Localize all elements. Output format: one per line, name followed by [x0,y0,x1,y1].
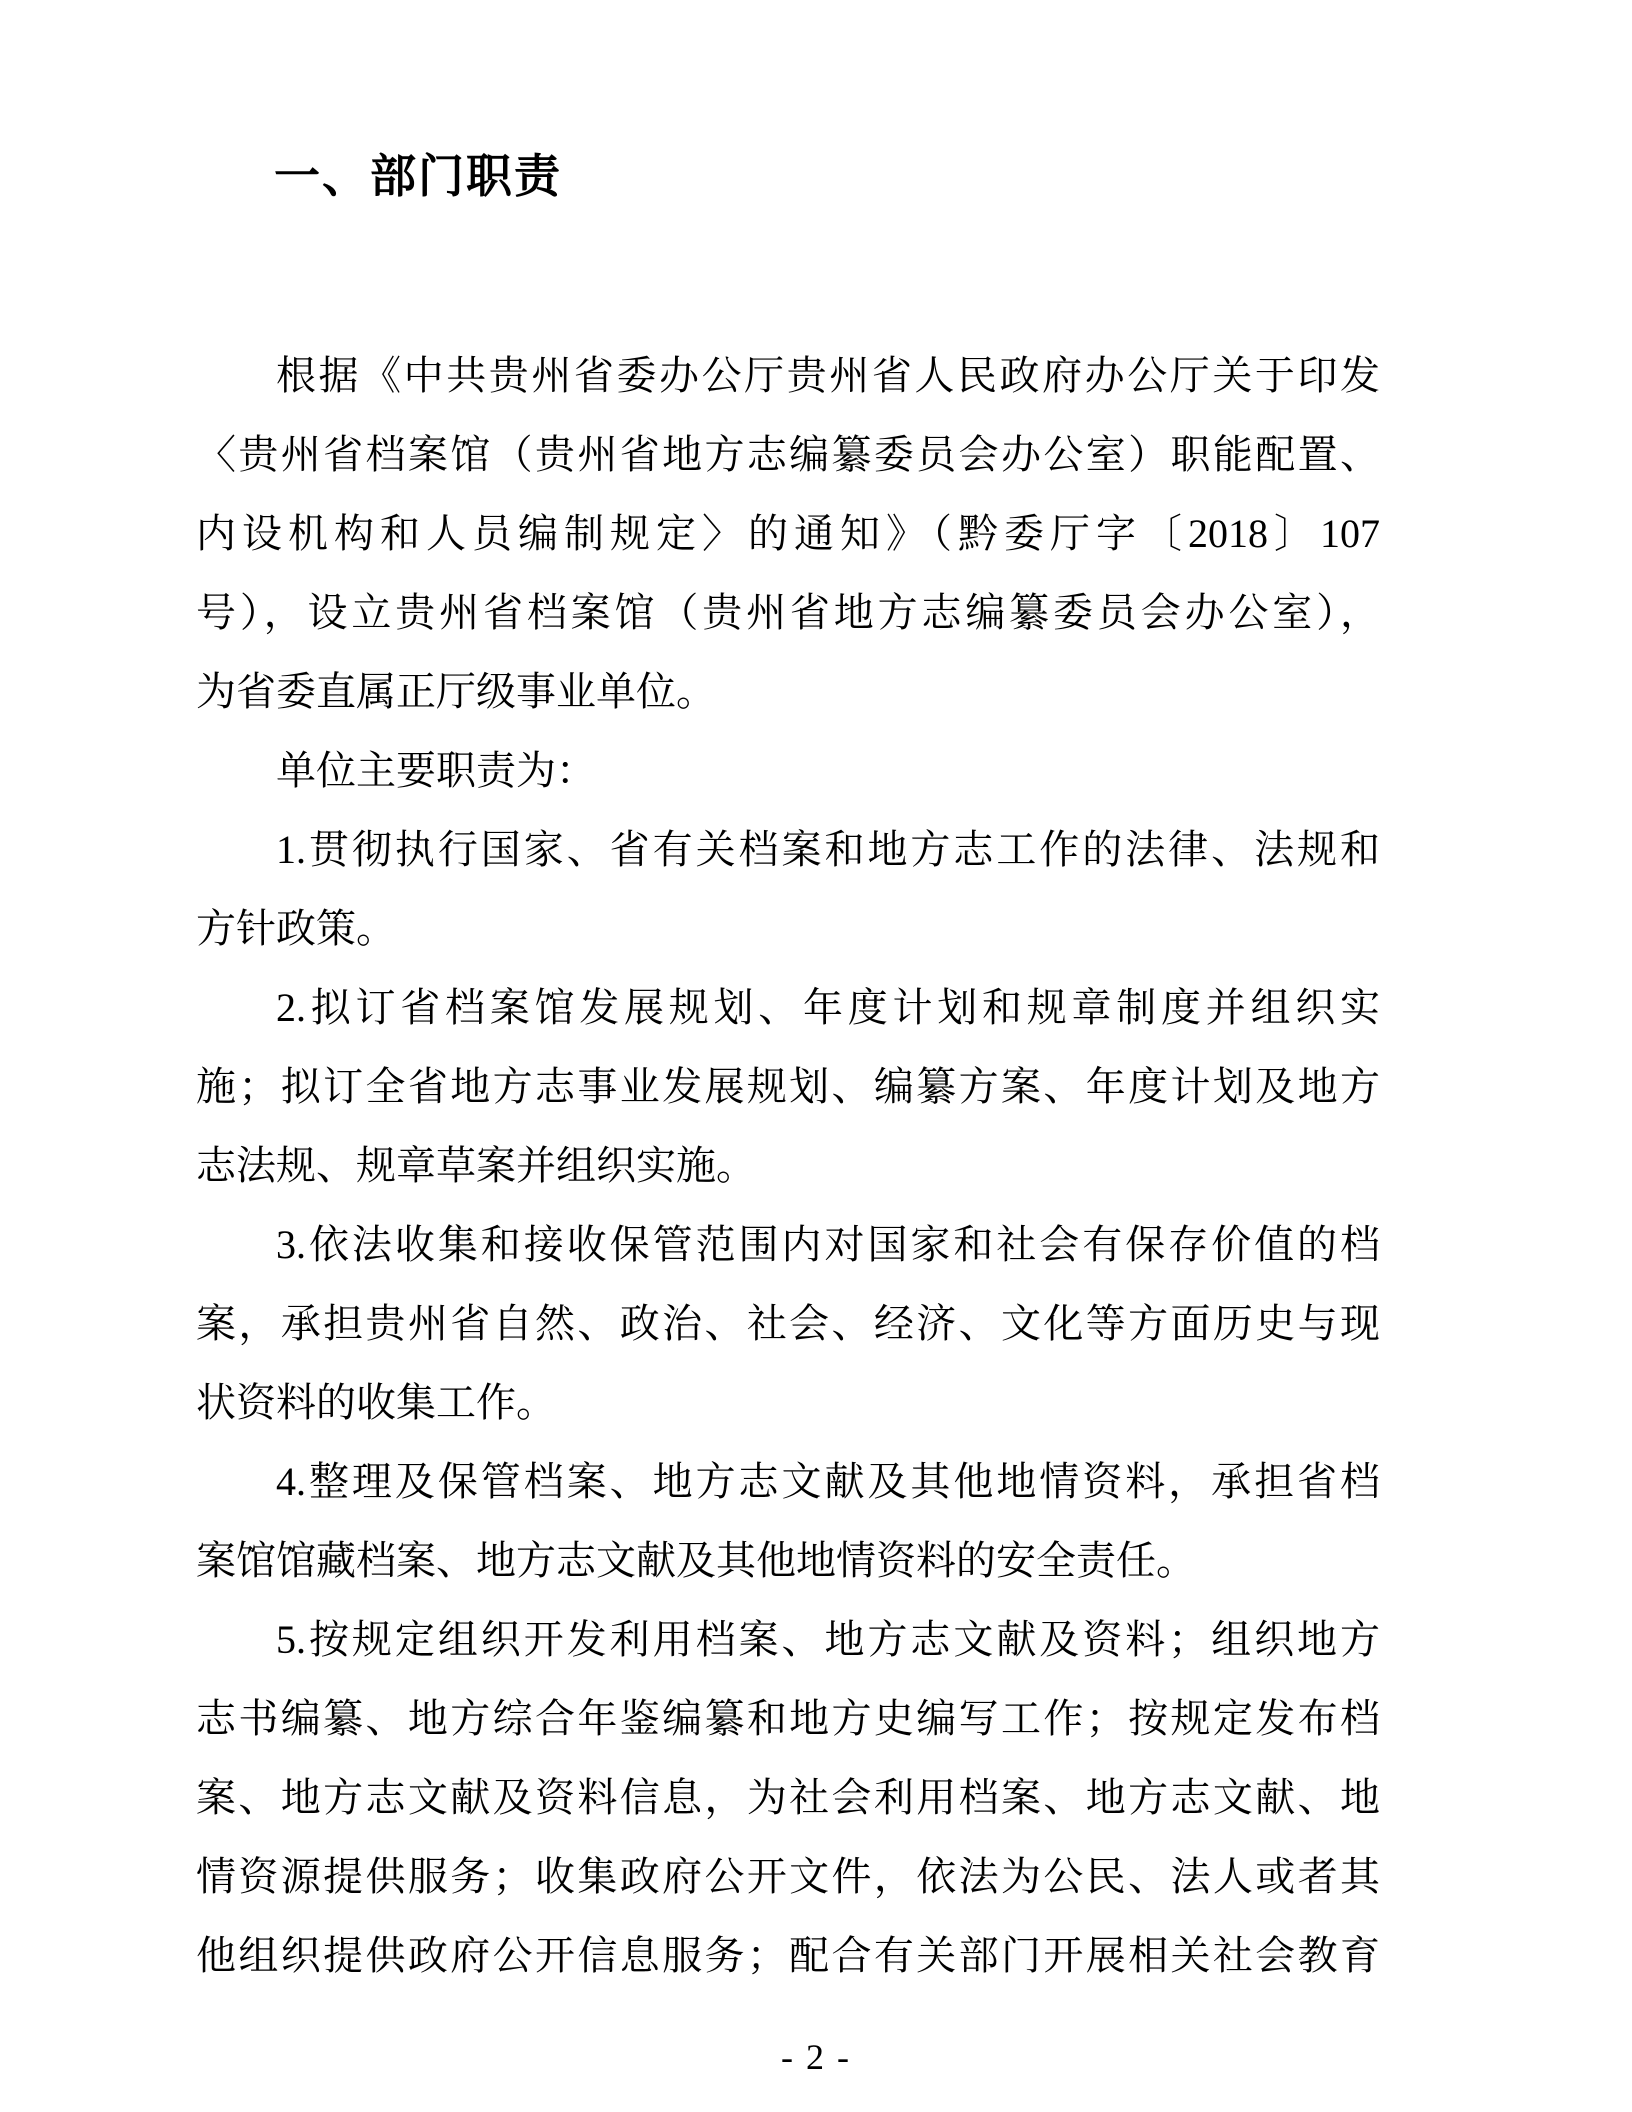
body-line: 〈贵州省档案馆（贵州省地方志编纂委员会办公室）职能配置、 [196,432,1380,477]
body-line: 他组织提供政府公开信息服务；配合有关部门开展相关社会教育 [196,1933,1380,1978]
body-line: 志书编纂、地方综合年鉴编纂和地方史编写工作；按规定发布档 [196,1696,1380,1741]
body-line: 2.拟订省档案馆发展规划、年度计划和规章制度并组织实 [276,985,1380,1030]
body-line: 为省委直属正厅级事业单位。 [196,669,716,714]
body-line: 5.按规定组织开发利用档案、地方志文献及资料；组织地方 [276,1617,1380,1662]
body-line: 情资源提供服务；收集政府公开文件，依法为公民、法人或者其 [196,1854,1380,1899]
body-line: 4.整理及保管档案、地方志文献及其他地情资料，承担省档 [276,1459,1380,1504]
document-body [196,336,1380,1995]
body-line: 单位主要职责为： [276,748,596,793]
body-line: 号），设立贵州省档案馆（贵州省地方志编纂委员会办公室）， [196,590,1380,635]
body-line: 案馆馆藏档案、地方志文献及其他地情资料的安全责任。 [196,1538,1196,1583]
body-line: 案，承担贵州省自然、政治、社会、经济、文化等方面历史与现 [196,1301,1380,1346]
body-line: 1.贯彻执行国家、省有关档案和地方志工作的法律、法规和 [276,827,1380,872]
body-line: 方针政策。 [196,906,396,951]
body-line: 志法规、规章草案并组织实施。 [196,1143,756,1188]
section-heading: 一、部门职责 [274,150,562,202]
body-line: 3.依法收集和接收保管范围内对国家和社会有保存价值的档 [276,1222,1380,1267]
body-line: 根据《中共贵州省委办公厅贵州省人民政府办公厅关于印发 [276,353,1380,398]
body-line: 状资料的收集工作。 [196,1380,556,1425]
body-line: 内设机构和人员编制规定〉的通知》（黔委厅字〔2018〕107 [196,511,1380,556]
body-line: 案、地方志文献及资料信息，为社会利用档案、地方志文献、地 [196,1775,1380,1820]
body-line: 施；拟订全省地方志事业发展规划、编纂方案、年度计划及地方 [196,1064,1380,1109]
page-number: - 2 - [781,2037,851,2077]
